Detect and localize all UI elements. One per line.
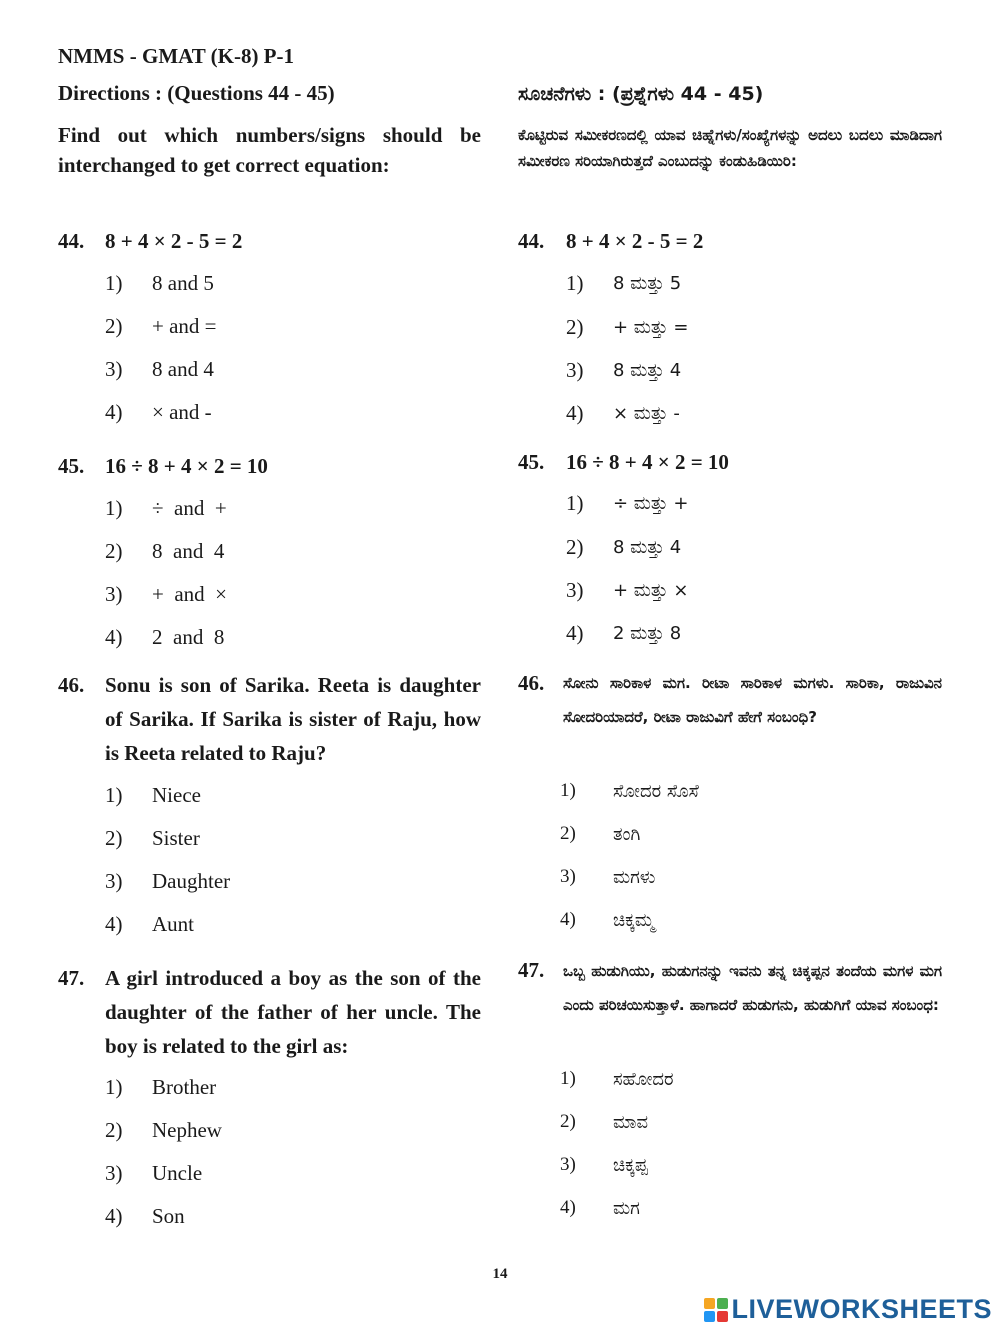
option-text-kn: × ಮತ್ತು - [613,403,680,424]
option-text-en: Sister [152,826,200,850]
question-text-en: Sonu is son of Sarika. Reeta is daughter of Sarika. If Sarika is sister of Raju, how is Reeta related to Raju? [105,673,481,765]
option-text-kn: ಸೋದರ ಸೊಸೆ [613,781,699,802]
option-text-kn: 2 ಮತ್ತು 8 [613,623,682,644]
option-number: 3) [560,1154,576,1175]
option-text-kn: ಮಗಳು [613,867,656,888]
option-number: 3) [105,582,123,606]
option-number: 4) [105,625,123,649]
exam-title: NMMS - GMAT (K-8) P-1 [58,44,295,68]
option-number: 4) [105,1204,123,1228]
option-number: 2) [105,1118,123,1142]
option-text-kn: ಸಹೋದರ [613,1069,674,1090]
option-text-kn: 8 ಮತ್ತು 5 [613,273,682,294]
question-number-en: 46. [58,673,85,697]
question-number-kn: 45. [518,450,545,474]
option-text-kn: 8 ಮತ್ತು 4 [613,537,682,558]
option-text-kn: + ಮತ್ತು = [613,317,689,338]
question-text-kn: ಒಬ್ಬ ಹುಡುಗಿಯು, ಹುಡುಗನನ್ನು ಇವನು ತನ್ನ ಚಿಕ್ಕಪ್ಪನ ತಂದೆಯ ಮಗಳ ಮಗ ಎಂದು ಪರಿಚಯಿಸುತ್ತಾಳೆ. ಹಾಗಾದರೆ ಹುಡುಗನು, ಹುಡುಗಿಗೆ ಯಾವ ಸಂಬಂಧ: [563,962,942,1014]
option-number: 2) [566,315,584,339]
question-text-en: 8 + 4 × 2 - 5 = 2 [105,229,243,253]
option-number: 3) [566,358,584,382]
option-text-en: Nephew [152,1118,222,1142]
question-number-kn: 46. [518,671,545,695]
option-number: 2) [566,535,584,559]
option-number: 2) [560,823,576,844]
option-text-kn: + ಮತ್ತು × [613,580,689,601]
brand-name: LIVEWORKSHEETS [731,1294,992,1324]
option-number: 4) [560,1197,576,1218]
option-number: 1) [105,1075,123,1099]
option-number: 1) [566,271,584,295]
option-text-kn: ÷ ಮತ್ತು + [613,493,689,514]
option-number: 3) [566,578,584,602]
option-text-en: Daughter [152,869,231,893]
question-text-en: 16 ÷ 8 + 4 × 2 = 10 [105,454,268,478]
option-text-en: 8 and 4 [152,357,214,381]
instruction-en: Find out which numbers/signs should be interchanged to get correct equation: [58,123,481,177]
option-number: 3) [560,866,576,887]
option-text-kn: ಮಾವ [613,1112,649,1133]
option-text-en: 8 and 5 [152,271,214,295]
page-number: 14 [492,1266,508,1282]
option-number: 1) [560,1068,576,1089]
option-number: 1) [105,271,123,295]
option-number: 2) [560,1111,576,1132]
option-number: 3) [105,1161,123,1185]
question-number-kn: 44. [518,229,545,253]
option-number: 4) [560,909,576,930]
option-text-en: Uncle [152,1161,203,1185]
option-number: 3) [105,869,123,893]
option-number: 4) [105,912,123,936]
option-text-en: Niece [152,783,201,807]
question-number-kn: 47. [518,958,545,982]
option-number: 1) [105,783,123,807]
option-number: 1) [566,491,584,515]
option-text-en: Brother [152,1075,217,1099]
question-text-kn: 16 ÷ 8 + 4 × 2 = 10 [566,450,729,474]
question-text-kn: ಸೋನು ಸಾರಿಕಾಳ ಮಗ. ರೀಟಾ ಸಾರಿಕಾಳ ಮಗಳು. ಸಾರಿಕಾ, ರಾಜುವಿನ ಸೋದರಿಯಾದರೆ, ರೀಟಾ ರಾಜುವಿಗೆ ಹೇಗೆ ಸಂಬಂಧಿ? [563,674,942,726]
option-text-en: × and - [152,400,212,424]
option-text-en: + and = [152,314,217,338]
option-number: 4) [105,400,123,424]
liveworksheets-logo[interactable] [704,1294,992,1325]
option-text-en: Aunt [152,912,194,936]
question-number-en: 44. [58,229,85,253]
question-number-en: 47. [58,966,85,990]
option-number: 1) [105,496,123,520]
option-number: 2) [105,314,123,338]
question-text-kn: 8 + 4 × 2 - 5 = 2 [566,229,704,253]
option-text-en: Son [152,1204,185,1228]
question-number-en: 45. [58,454,85,478]
option-text-en: 8 and 4 [152,539,225,563]
directions-kn: ಸೂಚನೆಗಳು : (ಪ್ರಶ್ನೆಗಳು 44 - 45) [518,83,764,105]
option-number: 2) [105,539,123,563]
option-text-kn: ಚಿಕ್ಕಪ್ಪ [613,1155,648,1176]
option-number: 4) [566,401,584,425]
option-text-en: 2 and 8 [152,625,225,649]
option-number: 2) [105,826,123,850]
instruction-kn: ಕೊಟ್ಟಿರುವ ಸಮೀಕರಣದಲ್ಲಿ ಯಾವ ಚಿಹ್ನೆಗಳು/ಸಂಖ್ಯೆಗಳನ್ನು ಅದಲು ಬದಲು ಮಾಡಿದಾಗ ಸಮೀಕರಣ ಸರಿಯಾಗಿರುತ್ತದೆ ಎಂಬುದನ್ನು ಕಂಡುಹಿಡಿಯಿರಿ: [518,126,942,170]
option-text-kn: ಚಿಕ್ಕಮ್ಮ [613,910,655,931]
option-text-kn: ಮಗ [613,1198,640,1219]
option-number: 4) [566,621,584,645]
option-text-kn: ತಂಗಿ [613,824,641,845]
option-text-en: ÷ and + [152,496,227,520]
option-text-en: + and × [152,582,228,606]
option-number: 3) [105,357,123,381]
option-text-kn: 8 ಮತ್ತು 4 [613,360,682,381]
question-text-en: A girl introduced a boy as the son of the daughter of the father of her uncle. The boy is related to the girl as: [105,966,481,1058]
option-number: 1) [560,780,576,801]
directions-en: Directions : (Questions 44 - 45) [58,81,335,105]
liveworksheets-logo-icon [704,1298,728,1322]
